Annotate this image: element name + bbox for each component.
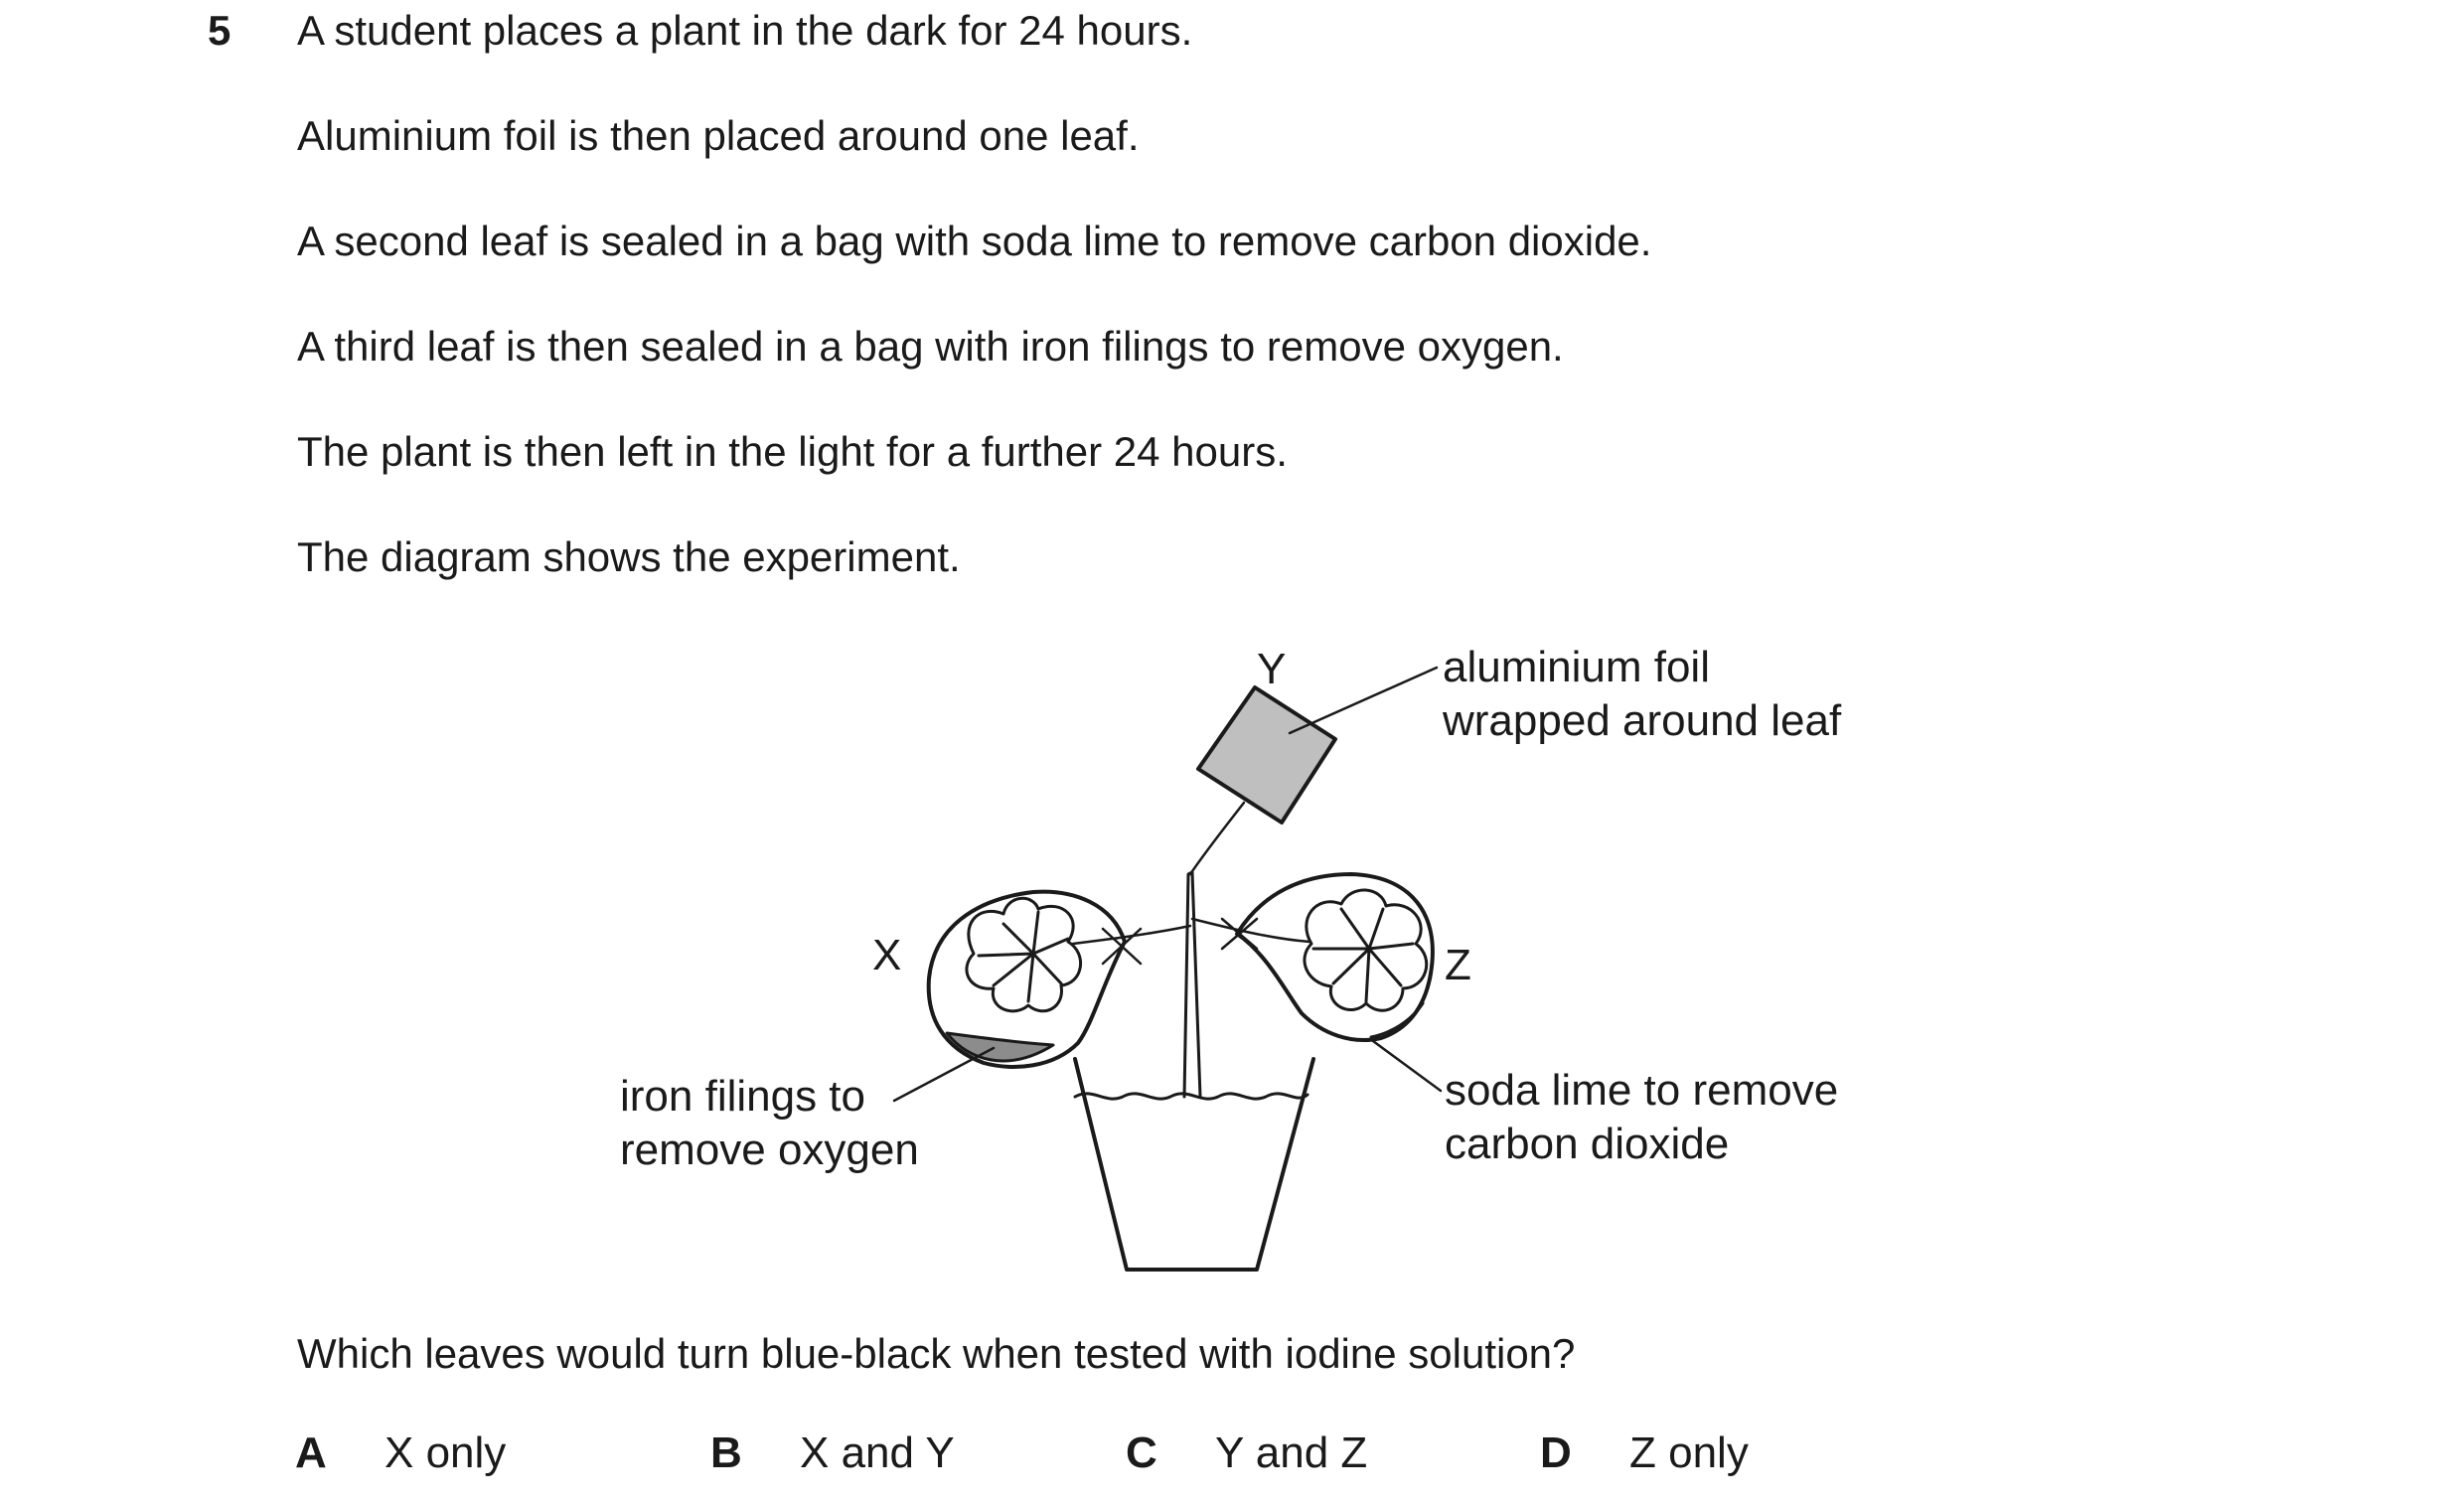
option-c-text: Y and Z bbox=[1215, 1428, 1368, 1477]
label-foil-line2: wrapped around leaf bbox=[1443, 696, 1842, 745]
option-a-text: X only bbox=[385, 1428, 507, 1477]
label-z: Z bbox=[1445, 941, 1471, 989]
label-x: X bbox=[872, 931, 902, 979]
label-iron-line2: remove oxygen bbox=[620, 1126, 919, 1174]
leaf-x bbox=[967, 898, 1190, 1011]
paragraph-1: A student places a plant in the dark for 24 hours. bbox=[297, 7, 1193, 54]
leaf-z bbox=[1192, 890, 1427, 1010]
plant-stem bbox=[1184, 872, 1200, 1097]
iron-filings bbox=[947, 1033, 1053, 1061]
label-iron-line1: iron filings to bbox=[620, 1072, 866, 1121]
question-prompt: Which leaves would turn blue-black when tested with iodine solution? bbox=[297, 1330, 1576, 1377]
option-c[interactable] bbox=[1126, 1426, 1367, 1481]
label-y: Y bbox=[1257, 645, 1287, 693]
option-a[interactable] bbox=[295, 1426, 506, 1481]
petiole-y bbox=[1190, 803, 1244, 874]
iron-pointer bbox=[894, 1048, 994, 1101]
paragraph-2: Aluminium foil is then placed around one leaf. bbox=[297, 112, 1140, 159]
paragraph-3: A second leaf is sealed in a bag with soda lime to remove carbon dioxide. bbox=[297, 218, 1652, 264]
option-b[interactable] bbox=[710, 1426, 955, 1481]
option-d-text: Z only bbox=[1629, 1428, 1749, 1477]
option-b-text: X and Y bbox=[800, 1428, 955, 1477]
foil-leaf-y bbox=[1198, 687, 1335, 823]
question-number: 5 bbox=[208, 7, 231, 54]
option-c-letter: C bbox=[1126, 1428, 1157, 1477]
label-soda-line1: soda lime to remove bbox=[1445, 1066, 1839, 1115]
option-a-letter: A bbox=[295, 1428, 327, 1477]
label-foil-line1: aluminium foil bbox=[1443, 643, 1710, 691]
plant-pot bbox=[1075, 1059, 1313, 1270]
paragraph-5: The plant is then left in the light for a further 24 hours. bbox=[297, 428, 1288, 475]
option-d[interactable] bbox=[1540, 1426, 1749, 1481]
foil-pointer bbox=[1290, 668, 1437, 733]
soda-pointer bbox=[1373, 1041, 1441, 1091]
label-soda-line2: carbon dioxide bbox=[1445, 1120, 1730, 1168]
paragraph-6: The diagram shows the experiment. bbox=[297, 533, 961, 580]
paragraph-4: A third leaf is then sealed in a bag with iron filings to remove oxygen. bbox=[297, 323, 1564, 370]
option-b-letter: B bbox=[710, 1428, 742, 1477]
answer-options bbox=[0, 1426, 2464, 1485]
option-d-letter: D bbox=[1540, 1428, 1572, 1477]
